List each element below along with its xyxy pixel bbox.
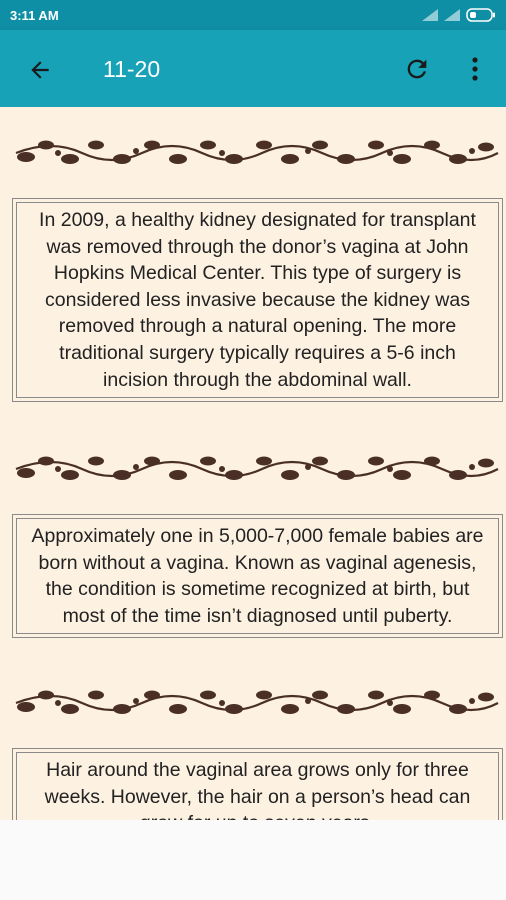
fact-text: In 2009, a healthy kidney designated for transplant was removed through the donor’s vagina at John Hopkins Medical Center. This type of surgery is considered less invasive because the kidney was removed through a natural opening. The more traditional surgery typically requires a 5-6 inch incision through the abdominal wall. (16, 202, 499, 398)
more-options-button[interactable] (460, 52, 490, 86)
battery-icon (466, 8, 496, 22)
status-icons (422, 8, 496, 22)
back-arrow-icon (27, 57, 53, 83)
more-vert-icon (471, 56, 479, 82)
back-button[interactable] (24, 54, 56, 86)
refresh-icon (403, 55, 431, 83)
signal-icon (444, 9, 460, 21)
status-bar (0, 0, 506, 30)
fact-text: Hair around the vaginal area grows only for three weeks. However, the hair on a person’s head can (16, 752, 499, 842)
ornament-divider (12, 129, 502, 173)
ornament-divider (12, 445, 502, 489)
page-title: 11-20 (103, 56, 161, 82)
fact-text: Approximately one in 5,000-7,000 female babies are born without a vagina. Known as vaginal agenesis, the condition is sometime recognized at birth, but most of the time isn’t diagnosed until puberty. (16, 518, 499, 634)
fact-card[interactable] (12, 514, 503, 638)
status-time: 3:11 AM (10, 7, 59, 23)
bottom-area (0, 820, 506, 900)
refresh-button[interactable] (400, 52, 434, 86)
ornament-divider (12, 679, 502, 723)
facts-list[interactable] (0, 107, 506, 820)
fact-card[interactable] (12, 198, 503, 402)
signal-icon (422, 9, 438, 21)
app-bar (0, 30, 506, 107)
